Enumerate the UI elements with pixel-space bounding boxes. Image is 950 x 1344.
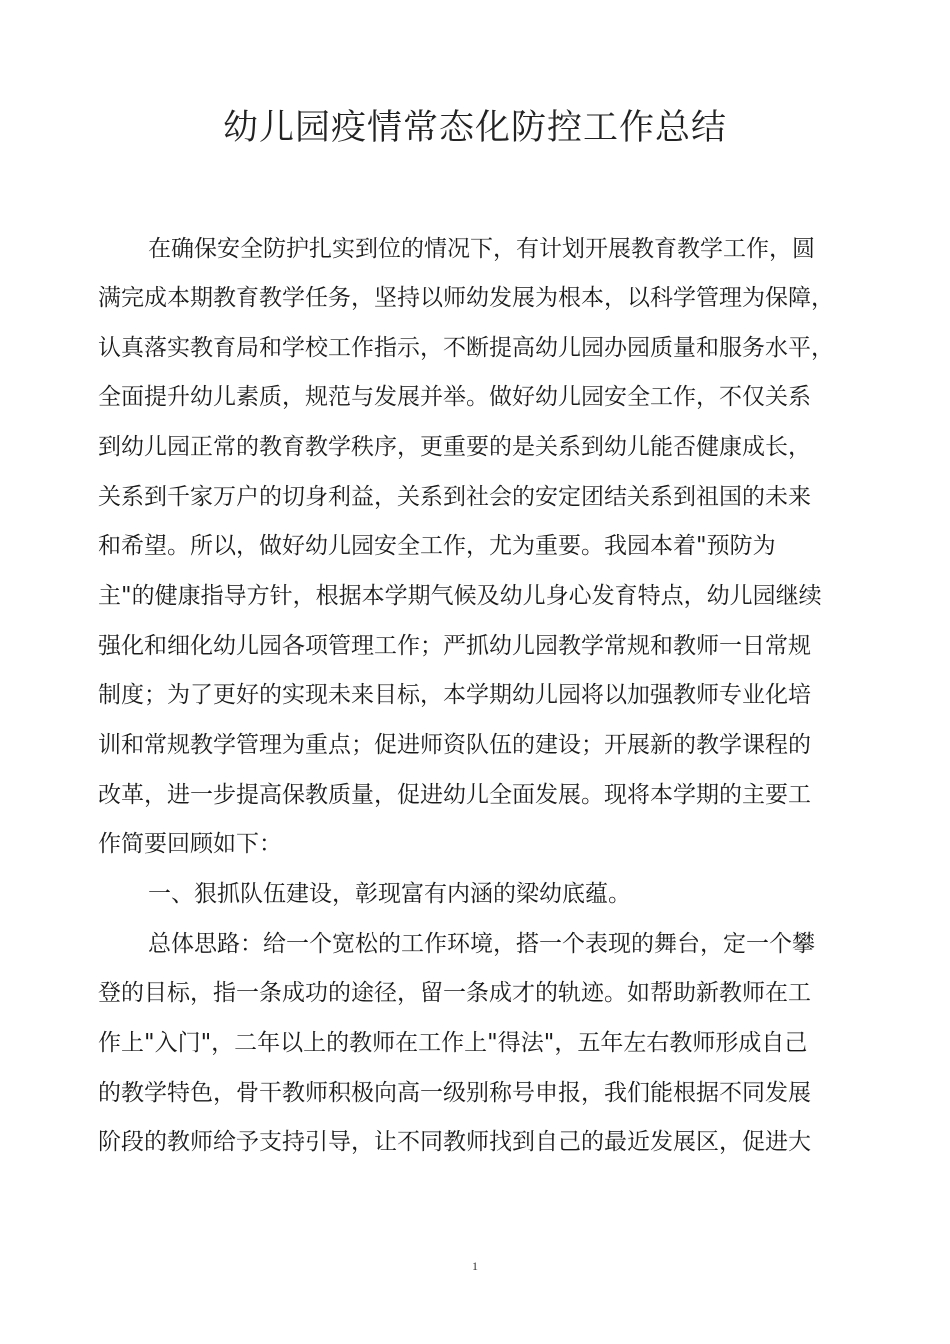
text-line: 满完成本期教育教学任务，坚持以师幼发展为根本，以科学管理为保障， bbox=[98, 285, 834, 311]
text-line: 在确保安全防护扎实到位的情况下，有计划开展教育教学工作，圆 bbox=[148, 236, 815, 262]
text-line: 和希望。所以，做好幼儿园安全工作，尤为重要。我园本着"预防为 bbox=[98, 533, 776, 559]
text-line: 全面提升幼儿素质，规范与发展并举。做好幼儿园安全工作，不仅关系 bbox=[98, 384, 811, 410]
text-line: 到幼儿园正常的教育教学秩序，更重要的是关系到幼儿能否健康成长， bbox=[98, 434, 811, 460]
page-number: 1 bbox=[472, 1259, 478, 1273]
text-line: 关系到千家万户的切身利益，关系到社会的安定团结关系到祖国的未来 bbox=[98, 484, 811, 510]
section-heading: 一、狠抓队伍建设，彰现富有内涵的梁幼底蕴。 bbox=[148, 881, 631, 907]
text-line: 训和常规教学管理为重点；促进师资队伍的建设；开展新的教学课程的 bbox=[98, 732, 811, 758]
text-line: 强化和细化幼儿园各项管理工作；严抓幼儿园教学常规和教师一日常规 bbox=[98, 633, 811, 659]
text-line: 阶段的教师给予支持引导，让不同教师找到自己的最近发展区，促进大 bbox=[98, 1129, 811, 1155]
text-line: 作简要回顾如下： bbox=[98, 831, 282, 857]
text-line: 总体思路：给一个宽松的工作环境，搭一个表现的舞台，定一个攀 bbox=[148, 931, 815, 957]
text-line: 改革，进一步提高保教质量，促进幼儿全面发展。现将本学期的主要工 bbox=[98, 782, 811, 808]
text-line: 制度；为了更好的实现未来目标，本学期幼儿园将以加强教师专业化培 bbox=[98, 682, 811, 708]
text-line: 作上"入门"，二年以上的教师在工作上"得法"，五年左右教师形成自己 bbox=[98, 1030, 808, 1056]
text-line: 认真落实教育局和学校工作指示，不断提高幼儿园办园质量和服务水平， bbox=[98, 335, 834, 361]
text-line: 的教学特色，骨干教师积极向高一级别称号申报，我们能根据不同发展 bbox=[98, 1080, 811, 1106]
document-title: 幼儿园疫情常态化防控工作总结 bbox=[222, 108, 727, 148]
text-line: 主"的健康指导方针，根据本学期气候及幼儿身心发育特点，幼儿园继续 bbox=[98, 583, 822, 609]
text-line: 登的目标，指一条成功的途径，留一条成才的轨迹。如帮助新教师在工 bbox=[98, 980, 811, 1006]
